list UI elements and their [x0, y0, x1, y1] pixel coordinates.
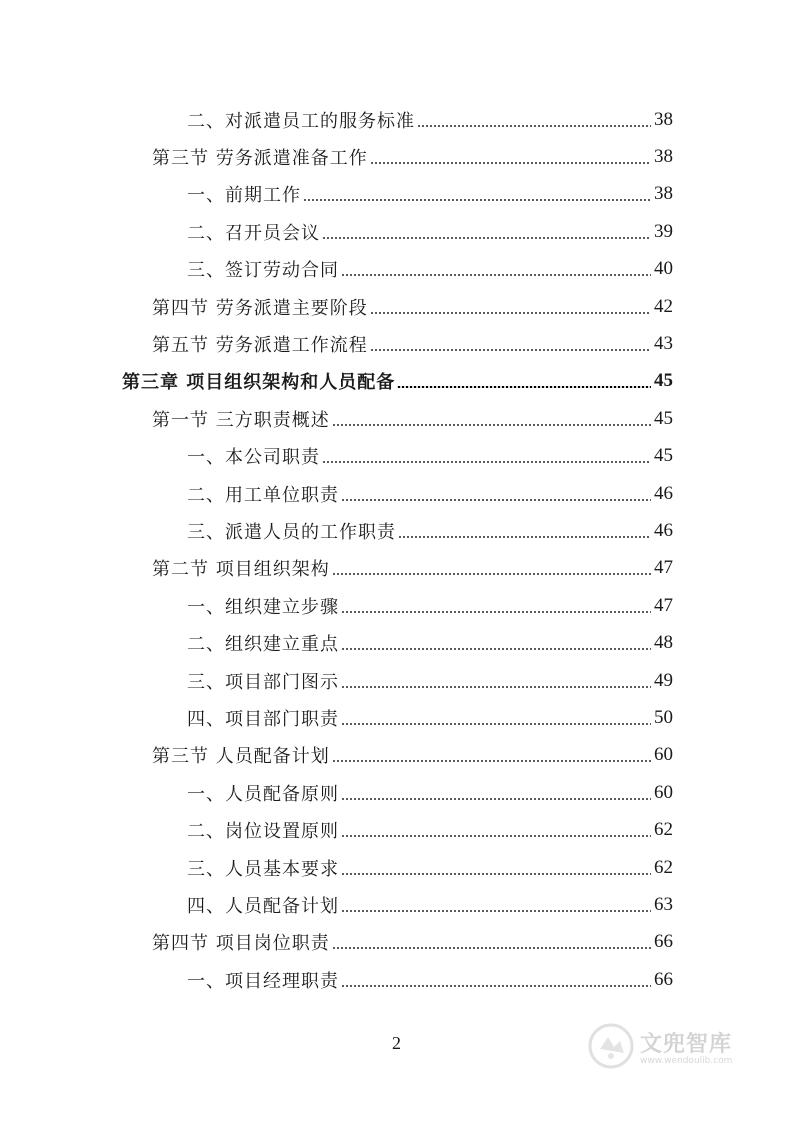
- toc-leader-dots: [303, 199, 651, 201]
- toc-subsection-row[interactable]: [187, 176, 673, 213]
- toc-leader-dots: [398, 536, 651, 538]
- toc-leader-dots: [341, 835, 651, 837]
- toc-entry-page: 62: [654, 856, 673, 878]
- toc-entry-page: 47: [654, 594, 673, 616]
- toc-entry-page: 42: [654, 295, 673, 317]
- toc-leader-dots: [332, 424, 651, 426]
- toc-entry-page: 38: [654, 183, 673, 205]
- toc-entry-page: 38: [654, 145, 673, 167]
- toc-subsection-row[interactable]: [187, 662, 673, 699]
- toc-leader-dots: [341, 723, 651, 725]
- toc-entry-title: 第二节 项目组织架构: [152, 559, 330, 581]
- toc-leader-dots: [332, 760, 651, 762]
- toc-subsection-row[interactable]: [187, 849, 673, 886]
- toc-leader-dots: [341, 873, 651, 875]
- watermark-logo-icon: [588, 1023, 634, 1069]
- toc-entry-page: 63: [654, 893, 673, 915]
- toc-entry-page: 50: [654, 706, 673, 728]
- toc-entry-page: 46: [654, 519, 673, 541]
- toc-entry-title: 一、人员配备原则: [187, 783, 339, 805]
- toc-entry-title: 一、前期工作: [187, 185, 301, 207]
- toc-subsection-row[interactable]: [187, 251, 673, 288]
- toc-subsection-row[interactable]: [187, 101, 673, 138]
- toc-subsection-row[interactable]: [187, 961, 673, 998]
- toc-entry-title: 第一节 三方职责概述: [152, 409, 330, 431]
- toc-leader-dots: [341, 910, 651, 912]
- toc-subsection-row[interactable]: [187, 587, 673, 624]
- toc-entry-title: 三、项目部门图示: [187, 671, 339, 693]
- toc-entry-page: 43: [654, 332, 673, 354]
- toc-leader-dots: [322, 461, 651, 463]
- toc-entry-title: 一、本公司职责: [187, 447, 320, 469]
- toc-entry-title: 第三章 项目组织架构和人员配备: [122, 372, 396, 394]
- toc-leader-dots: [322, 237, 651, 239]
- toc-entry-title: 第四节 劳务派遣主要阶段: [152, 297, 368, 319]
- toc-leader-dots: [341, 611, 651, 613]
- toc-leader-dots: [370, 349, 651, 351]
- toc-leader-dots: [341, 648, 651, 650]
- toc-entry-page: 62: [654, 819, 673, 841]
- toc-leader-dots: [332, 573, 651, 575]
- toc-section-row[interactable]: [152, 288, 673, 325]
- toc-section-row[interactable]: [152, 400, 673, 437]
- toc-entry-page: 66: [654, 931, 673, 953]
- toc-section-row[interactable]: [152, 138, 673, 175]
- toc-entry-title: 二、召开员会议: [187, 222, 320, 244]
- watermark-url: www.wendoulib.com: [640, 1055, 733, 1066]
- toc-subsection-row[interactable]: [187, 475, 673, 512]
- toc-leader-dots: [341, 686, 651, 688]
- page-number: 2: [392, 1033, 401, 1053]
- toc-subsection-row[interactable]: [187, 438, 673, 475]
- toc-entry-title: 第三节 劳务派遣准备工作: [152, 147, 368, 169]
- toc-section-row[interactable]: [152, 550, 673, 587]
- toc-leader-dots: [341, 985, 651, 987]
- toc-entry-title: 第四节 项目岗位职责: [152, 933, 330, 955]
- toc-subsection-row[interactable]: [187, 812, 673, 849]
- toc-leader-dots: [332, 947, 651, 949]
- toc-subsection-row[interactable]: [187, 625, 673, 662]
- toc-leader-dots: [417, 125, 651, 127]
- toc-chapter-row[interactable]: [122, 363, 673, 400]
- toc-entry-page: 48: [654, 632, 673, 654]
- toc-subsection-row[interactable]: [187, 213, 673, 250]
- toc-subsection-row[interactable]: [187, 886, 673, 923]
- toc-subsection-row[interactable]: [187, 512, 673, 549]
- toc-entry-title: 三、人员基本要求: [187, 858, 339, 880]
- toc-entry-page: 39: [654, 220, 673, 242]
- toc-entry-page: 45: [654, 445, 673, 467]
- toc-entry-title: 一、项目经理职责: [187, 970, 339, 992]
- toc-subsection-row[interactable]: [187, 699, 673, 736]
- toc-entry-title: 第三节 人员配备计划: [152, 746, 330, 768]
- toc-entry-title: 三、派遣人员的工作职责: [187, 521, 396, 543]
- toc-entry-page: 66: [654, 968, 673, 990]
- toc-section-row[interactable]: [152, 737, 673, 774]
- watermark: [588, 1018, 758, 1074]
- toc-leader-dots: [397, 386, 651, 388]
- toc-entry-page: 46: [654, 482, 673, 504]
- toc-subsection-row[interactable]: [187, 774, 673, 811]
- toc-entry-page: 40: [654, 258, 673, 280]
- toc-entry-title: 二、用工单位职责: [187, 484, 339, 506]
- toc-leader-dots: [341, 274, 651, 276]
- toc-entry-title: 四、项目部门职责: [187, 708, 339, 730]
- toc-entry-title: 四、人员配备计划: [187, 895, 339, 917]
- toc-leader-dots: [370, 312, 651, 314]
- toc-entry-page: 45: [654, 370, 673, 392]
- toc-entry-page: 60: [654, 744, 673, 766]
- toc-section-row[interactable]: [152, 325, 673, 362]
- toc-entry-page: 60: [654, 781, 673, 803]
- toc-entry-page: 49: [654, 669, 673, 691]
- toc-entry-title: 二、岗位设置原则: [187, 821, 339, 843]
- toc-leader-dots: [370, 162, 651, 164]
- toc-entry-page: 38: [654, 108, 673, 130]
- toc-entry-page: 45: [654, 407, 673, 429]
- toc-leader-dots: [341, 499, 651, 501]
- toc-entry-title: 第五节 劳务派遣工作流程: [152, 334, 368, 356]
- watermark-name: 文兜智库: [640, 1031, 733, 1057]
- toc-entry-title: 一、组织建立步骤: [187, 596, 339, 618]
- toc-leader-dots: [341, 798, 651, 800]
- toc-entry-title: 二、对派遣员工的服务标准: [187, 110, 415, 132]
- toc-entry-title: 三、签订劳动合同: [187, 260, 339, 282]
- toc-section-row[interactable]: [152, 924, 673, 961]
- toc-entry-page: 47: [654, 557, 673, 579]
- toc-entry-title: 二、组织建立重点: [187, 634, 339, 656]
